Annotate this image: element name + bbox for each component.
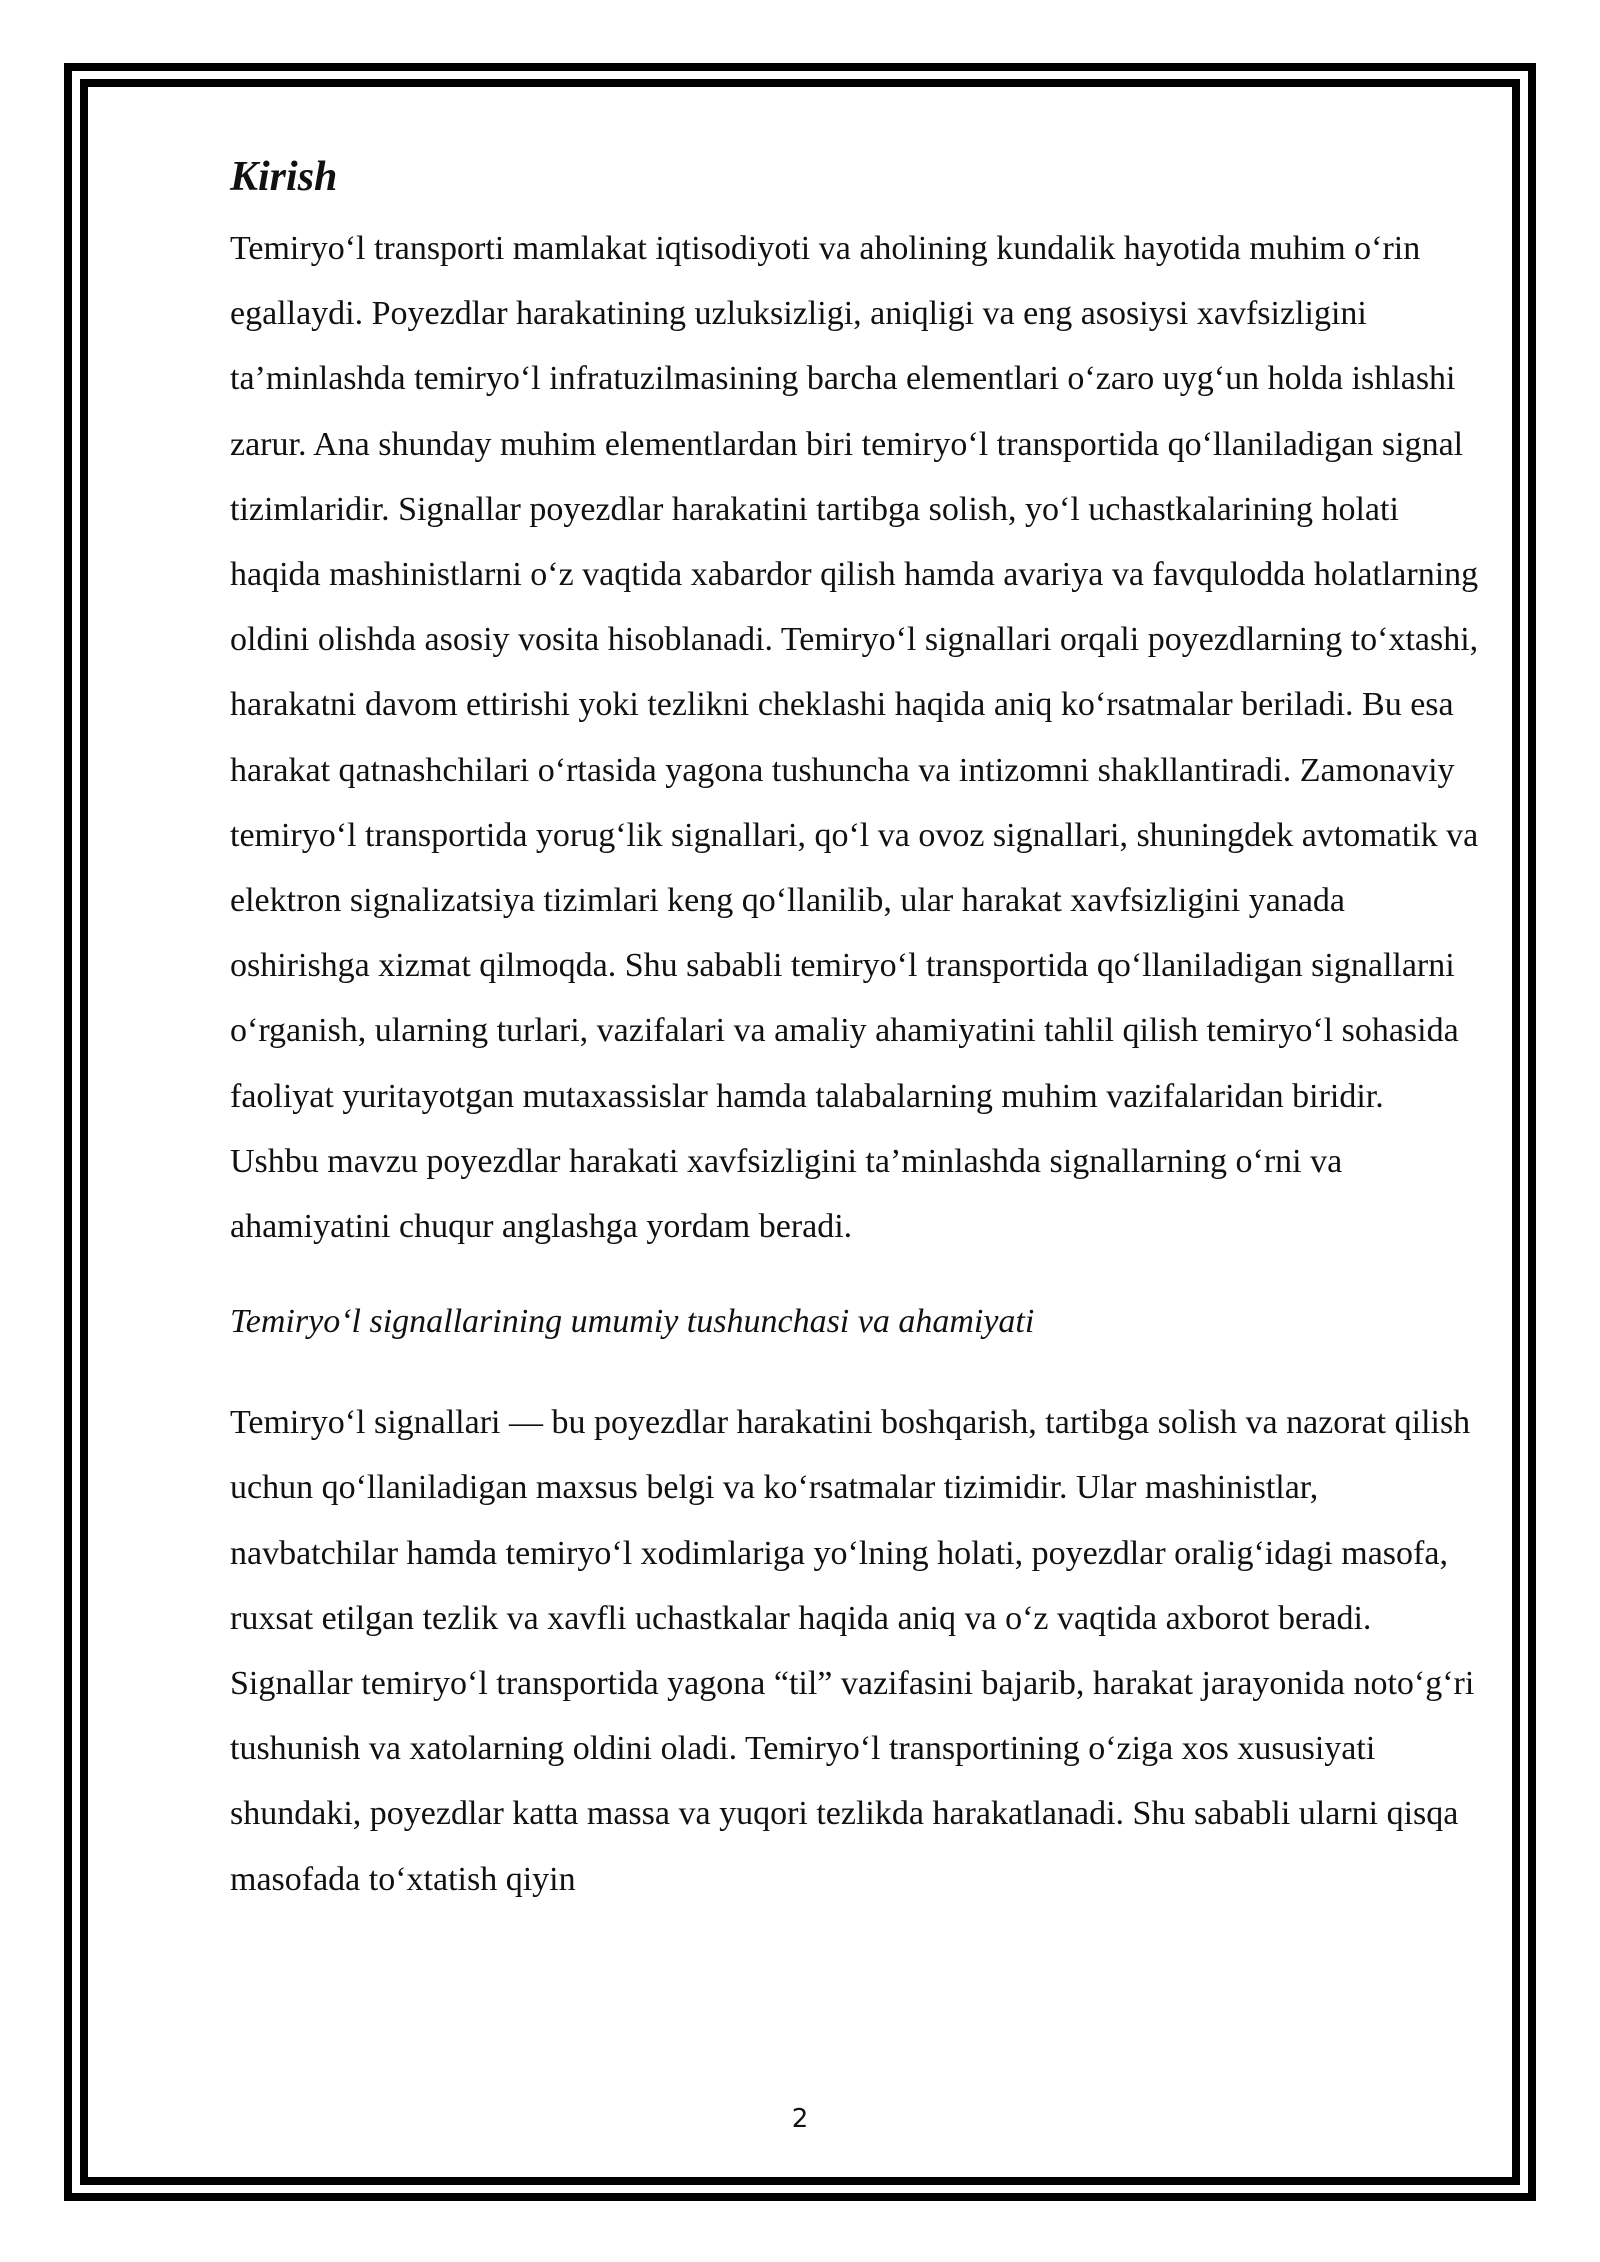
page-number: 2	[791, 2104, 809, 2134]
intro-paragraph: Temiryo‘l transporti mamlakat iqtisodiyoti va aholining kundalik hayotida muhim o‘rin egallaydi. Poyezdlar harakatining uzluksizligi, aniqligi va eng asosiysi xavfsizligini ta’minlashda temiryo‘l infratuzilmasining barcha elementlari o‘zaro uyg‘un holda ishlashi zarur. Ana shunday muhim elementlardan biri temiryo‘l transportida qo‘llaniladigan signal tizimlaridir. Signallar poyezdlar harakatini tartibga solish, yo‘l uchastkalarining holati haqida mashinistlarni o‘z vaqtida xabardor qilish hamda avariya va favqulodda holatlarning oldini olishda asosiy vosita hisoblanadi. Temiryo‘l signallari orqali poyezdlarning to‘xtashi, harakatni davom ettirishi yoki tezlikni cheklashi haqida aniq ko‘rsatmalar beriladi. Bu esa harakat qatnashchilari o‘rtasida yagona tushuncha va intizomni shakllantiradi. Zamonaviy temiryo‘l transportida yorug‘lik signallari, qo‘l va ovoz signallari, shuningdek avtomatik va elektron signalizatsiya tizimlari keng qo‘llanilib, ular harakat xavfsizligini yanada oshirishga xizmat qilmoqda. Shu sababli temiryo‘l transportida qo‘llaniladigan signallarni o‘rganish, ularning turlari, vazifalari va amaliy ahamiyatini tahlil qilish temiryo‘l sohasida faoliyat yuritayotgan mutaxassislar hamda talabalarning muhim vazifalaridan biridir. Ushbu mavzu poyezdlar harakati xavfsizligini ta’minlashda signallarning o‘rni va ahamiyatini chuqur anglashga yordam beradi.	[230, 230, 1479, 1246]
page-content	[230, 148, 1480, 1912]
section-paragraph: Temiryo‘l signallari — bu poyezdlar harakatini boshqarish, tartibga solish va nazorat qilish uchun qo‘llaniladigan maxsus belgi va ko‘rsatmalar tizimidir. Ular mashinistlar, navbatchilar hamda temiryo‘l xodimlariga yo‘lning holati, poyezdlar oralig‘idagi masofa, ruxsat etilgan tezlik va xavfli uchastkalar haqida aniq va o‘z vaqtida axborot beradi. Signallar temiryo‘l transportida yagona “til” vazifasini bajarib, harakat jarayonida noto‘g‘ri tushunish va xatolarning oldini oladi. Temiryo‘l transportining o‘ziga xos xususiyati shundaki, poyezdlar katta massa va yuqori tezlikda harakatlanadi. Shu sababli ularni qisqa masofada to‘xtatish qiyin	[230, 1404, 1475, 1898]
subsection-heading: Temiryo‘l signallarining umumiy tushunchasi va ahamiyati	[230, 1303, 1035, 1341]
section-heading: Kirish	[230, 154, 338, 200]
